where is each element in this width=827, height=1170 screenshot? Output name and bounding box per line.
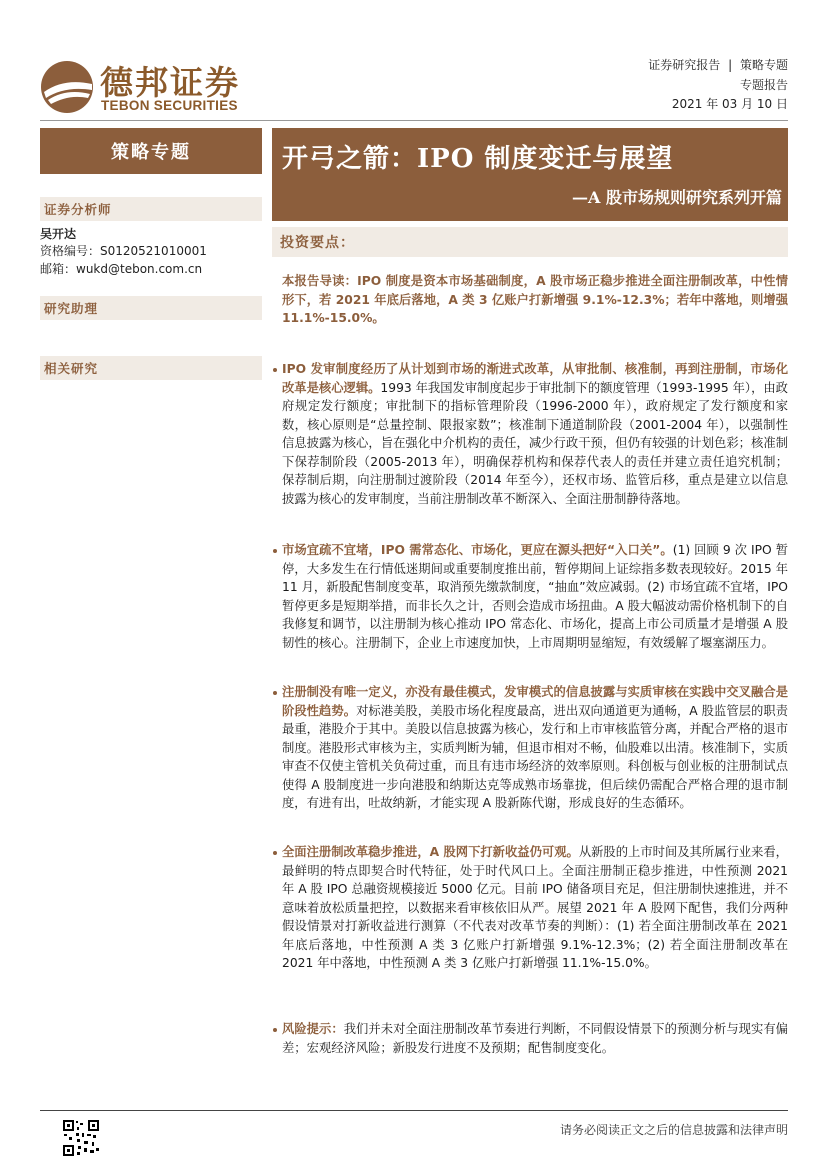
bullet-text: 我们并未对全面注册制改革节奏进行判断，不同假设情景下的预测分析与现实有偏差；宏观经济风险；新股发行进度不及预期；配售制度变化。 bbox=[282, 1022, 788, 1055]
bullet-dot-icon bbox=[273, 549, 277, 553]
bullet-point bbox=[282, 843, 788, 973]
bullet-dot-icon bbox=[273, 368, 277, 372]
footer-divider bbox=[40, 1110, 788, 1111]
brand-name-en: TEBON SECURITIES bbox=[101, 98, 238, 113]
bullet-point bbox=[282, 360, 788, 508]
related-research-heading: 相关研究 bbox=[40, 356, 262, 380]
key-points-heading: 投资要点： bbox=[272, 227, 788, 257]
title-banner bbox=[272, 128, 788, 221]
qr-code-icon bbox=[62, 1119, 100, 1157]
analyst-heading: 证券分析师 bbox=[40, 197, 262, 221]
brand-name-cn: 德邦证券 bbox=[100, 63, 240, 102]
bullet-point bbox=[282, 683, 788, 813]
bullet-point bbox=[282, 541, 788, 652]
bullet-highlight: 风险提示： bbox=[282, 1022, 344, 1036]
report-type-line bbox=[648, 56, 788, 73]
analyst-email[interactable]: 邮箱：wukd@tebon.com.cn bbox=[40, 262, 203, 276]
bullet-dot-icon bbox=[273, 691, 277, 695]
report-title: 开弓之箭：IPO 制度变迁与展望 bbox=[282, 144, 674, 174]
bullet-text: 1993 年我国发审制度起步于审批制下的额度管理（1993-1995 年），由政府规定发行额度；审批制下的指标管理阶段（1996-2000 年），政府规定了发行额度和家数，核心原则是“总量控制、限报家数”；核准制下通道制阶段（2001-2004 年），以强制性信息披露为核心，旨在强化中介机构的责任，减少行政干预，但仍有较强的计划色彩；核准制下保荐制阶段（2005-2013 年），明确保荐机构和保荐代表人的责任并建立责任追究机制；保荐制后期，向注册制过渡阶段（2014 年至今），还权市场、监管后移，重点是建立以信息披露为核心的发审制度，当前注册制改革不断深入、全面注册制静待落地。 bbox=[282, 380, 788, 506]
analyst-name: 吴开达 bbox=[40, 227, 77, 241]
bullet-text: (1) 回顾 9 次 IPO 暂停，大多发生在行情低迷期间或重要制度推出前，暂停期间上证综指多数表现较好。2015 年 11 月，新股配售制度变革，取消预先缴款制度，“抽血”效应减弱。(2) 市场宜疏不宜堵，IPO 暂停更多是短期举措，而非长久之计，否则会造成市场扭曲。A 股大幅波动需价格机制下的自我修复和调节，以注册制为核心推动 IPO 常态化、市场化，提高上市公司质量才是增强 A 股韧性的核心。注册制下，企业上市速度加快，上市周期明显缩短，有效缓解了堰塞湖压力。 bbox=[282, 543, 788, 650]
analyst-cert: 资格编号：S0120521010001 bbox=[40, 244, 207, 258]
bullet-highlight: 市场宜疏不宜堵，IPO 需常态化、市场化，更应在源头把好“入口关”。 bbox=[282, 543, 673, 557]
report-date: 2021 年 03 月 10 日 bbox=[671, 97, 788, 111]
report-intro: 本报告导读：IPO 制度是资本市场基础制度，A 股市场正稳步推进全面注册制改革，中性情形下，若 2021 年底后落地，A 类 3 亿账户打新增强 9.1%-12.3%；若年中落地，则增强 11.1%-15.0%。 bbox=[282, 274, 788, 325]
bullet-point bbox=[282, 1020, 788, 1057]
bullet-highlight: 全面注册制改革稳步推进，A 股网下打新收益仍可观。 bbox=[282, 845, 579, 859]
report-subcategory: 策略专题 bbox=[739, 58, 788, 72]
bullet-text: 从新股的上市时间及其所属行业来看，最鲜明的特点即契合时代特征，处于时代风口上。全面注册制正稳步推进，中性预测 2021 年 A 股 IPO 总融资规模接近 5000 亿元。目前 IPO 储备项目充足，但注册制快速推进，并不意味着放松质量把控，以数据来看审核依旧从严。展望 2021 年 A 股网下配售，我们分两种假设情景对打新收益进行测算（不代表对改革节奏的判断）：(1) 若全面注册制改革在 2021 年底后落地，中性预测 A 类 3 亿账户打新增强 9.1%-12.3%；(2) 若全面注册制改革在 2021 年中落地，中性预测 A 类 3 亿账户打新增强 11.1%-15.0%。 bbox=[282, 845, 788, 970]
report-category: 证券研究报告 bbox=[648, 58, 721, 72]
footer-disclaimer: 请务必阅读正文之后的信息披露和法律声明 bbox=[559, 1123, 788, 1137]
bullet-highlight: 注册制没有唯一定义，亦没有最佳模式，发审模式的信息披露与实质审核在实践中交叉融合是阶段性趋势。 bbox=[282, 685, 788, 718]
bullet-text: 对标港美股，美股市场化程度最高，进出双向通道更为通畅，A 股监管层的职责最重，港股介于其中。美股以信息披露为核心，发行和上市审核监管分离，并配合严格的退市制度。港股形式审核为主，实质判断为辅，但退市相对不畅，仙股难以出清。核准制下，实质审查不仅使主管机关负荷过重，而且有违市场经济的效率原则。科创板与创业板的注册制试点使得 A 股制度进一步向港股和纳斯达克等成熟市场靠拢，但后续仍需配合严格合理的退市制度，有进有出，吐故纳新，才能实现 A 股新陈代谢，形成良好的生态循环。 bbox=[282, 703, 788, 810]
bullet-dot-icon bbox=[273, 1028, 277, 1032]
tebon-logo-icon bbox=[40, 60, 94, 114]
bullet-dot-icon bbox=[273, 851, 277, 855]
left-section-title: 策略专题 bbox=[40, 128, 262, 174]
assistant-heading: 研究助理 bbox=[40, 296, 262, 320]
bullet-highlight: IPO 发审制度经历了从计划到市场的渐进式改革，从审批制、核准制，再到注册制，市场化改革是核心逻辑。 bbox=[282, 362, 788, 395]
header-separator: | bbox=[728, 58, 733, 72]
header-divider bbox=[40, 120, 788, 121]
report-subtitle: —A 股市场规则研究系列开篇 bbox=[572, 188, 782, 207]
report-kind: 专题报告 bbox=[739, 78, 788, 92]
